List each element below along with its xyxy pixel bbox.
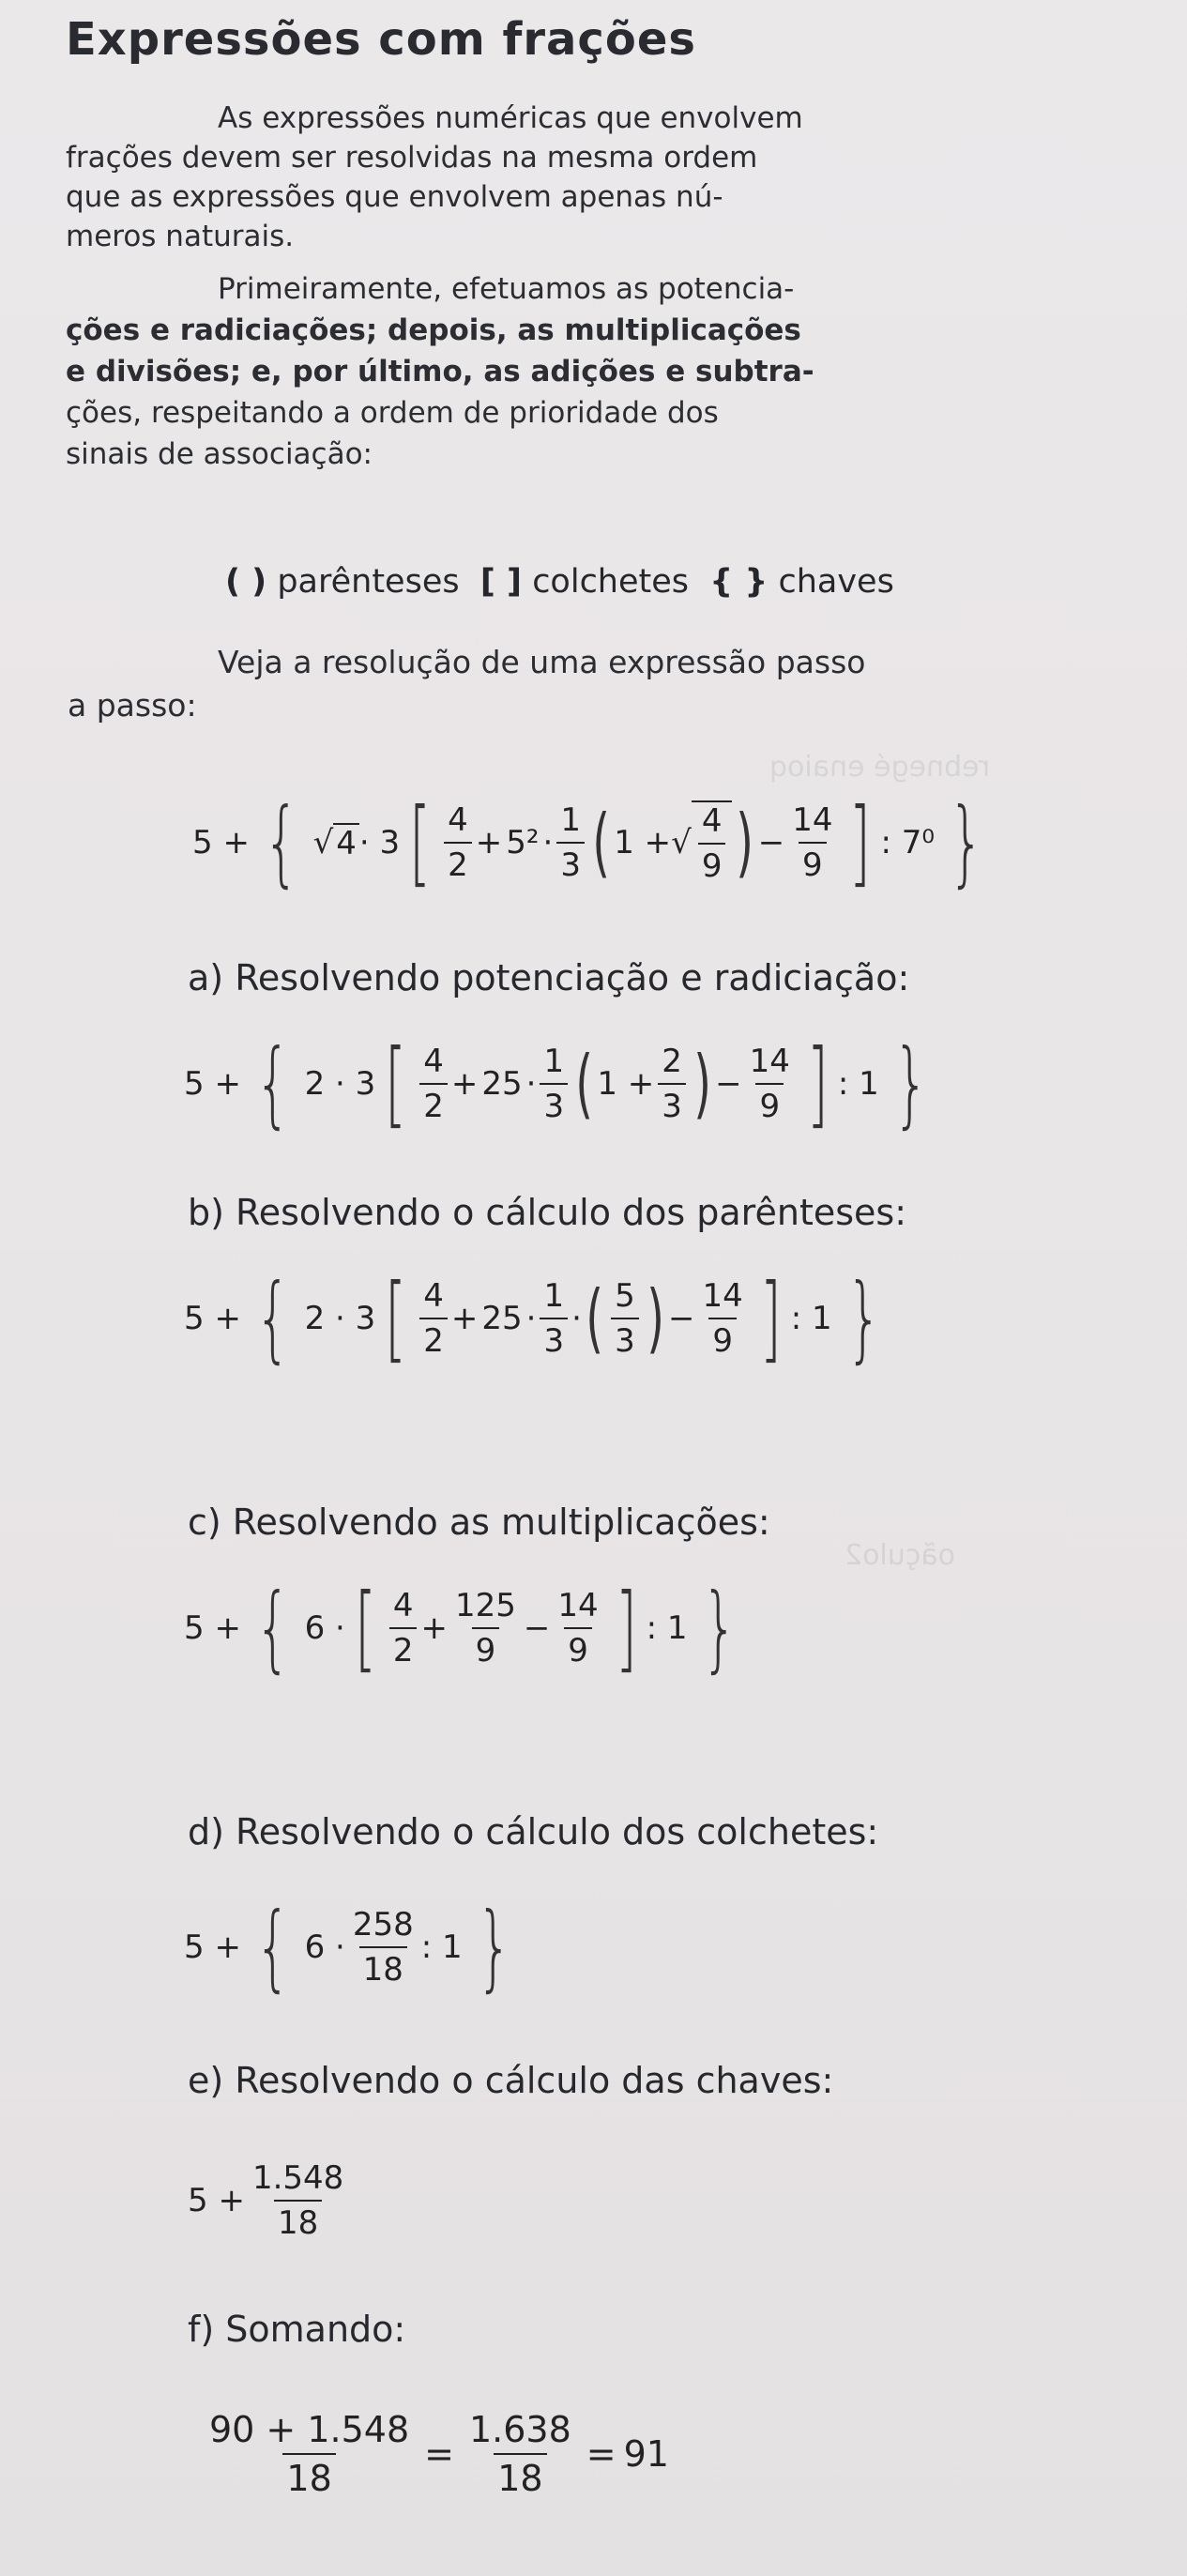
denominator: 3 <box>658 1083 686 1125</box>
term: 6 · <box>304 1928 345 1966</box>
radicand: 4 <box>333 823 359 862</box>
numerator: 1.548 <box>251 2159 344 2197</box>
open-bracket: [ <box>385 1029 407 1138</box>
denominator: 3 <box>540 1083 568 1125</box>
fraction <box>389 1587 418 1669</box>
operator: + <box>475 823 503 861</box>
open-bracket: [ <box>385 1263 407 1373</box>
term: : 1 <box>420 1928 463 1966</box>
braces-symbol: { } <box>709 563 769 601</box>
term: 2 · 3 <box>304 1065 376 1103</box>
expression-step-a <box>184 1014 942 1154</box>
close-brace: } <box>476 1892 512 2002</box>
term: 2 · 3 <box>304 1300 376 1337</box>
page-title: Expressões com frações <box>66 13 696 66</box>
numerator: 258 <box>352 1906 414 1943</box>
result: 91 <box>623 2433 669 2475</box>
numerator: 14 <box>702 1277 743 1315</box>
fraction <box>611 1277 639 1360</box>
term: 1 + <box>597 1065 655 1103</box>
expression-step-c <box>184 1558 751 1699</box>
step-e-label: e) Resolvendo o cálculo das chaves: <box>188 2060 834 2101</box>
denominator: 3 <box>556 842 585 884</box>
open-paren: ( <box>592 798 610 886</box>
operator: · <box>542 823 554 861</box>
denominator: 2 <box>444 842 472 884</box>
numerator: 1 <box>543 1277 565 1315</box>
intro-line: frações devem ser resolvidas na mesma ordem <box>66 141 758 175</box>
fraction <box>556 801 585 884</box>
sqrt: √ $\frac{4}{9}$ <box>671 800 732 885</box>
intro-line: sinais de associação: <box>66 437 373 471</box>
radicand <box>692 800 733 885</box>
numerator: 5 <box>615 1277 635 1315</box>
association-signs <box>225 563 894 601</box>
numerator: 125 <box>454 1587 516 1624</box>
intro-line: ções e radiciações; depois, as multiplicações <box>66 313 801 347</box>
operator: − <box>523 1609 551 1647</box>
denominator: 3 <box>540 1318 568 1360</box>
numerator: 4 <box>423 1277 444 1315</box>
operator: · <box>571 1300 582 1337</box>
close-bracket: ] <box>759 1263 782 1373</box>
term: 25 <box>481 1300 523 1337</box>
bleed-through-text: rebnegé enaioq <box>769 751 991 784</box>
expression-step-f <box>202 2388 669 2520</box>
numerator: 4 <box>392 1587 414 1624</box>
term: 5 + <box>184 1065 241 1103</box>
intro-line: ções, respeitando a ordem de prioridade dos <box>66 396 719 430</box>
fraction <box>451 1587 520 1669</box>
operator: = <box>586 2433 616 2475</box>
intro-line: e divisões; e, por último, as adições e subtra- <box>66 355 814 389</box>
expression-original <box>192 765 998 920</box>
term: 5 + <box>184 1300 241 1337</box>
numerator: 1 <box>560 800 581 839</box>
denominator: 18 <box>359 1946 407 1989</box>
fraction <box>349 1906 418 1989</box>
example-intro: Veja a resolução de uma expressão passo <box>218 644 866 680</box>
numerator: 14 <box>557 1587 599 1624</box>
numerator: 14 <box>749 1043 790 1080</box>
close-brace: } <box>701 1573 738 1683</box>
term: : 7⁰ <box>880 823 935 861</box>
denominator: 2 <box>419 1318 448 1360</box>
denominator: 9 <box>708 1318 737 1360</box>
denominator: 9 <box>698 843 726 885</box>
denominator: 18 <box>274 2200 322 2242</box>
term: 5 + <box>184 1609 241 1647</box>
term: 5 + <box>188 2182 245 2219</box>
term: 25 <box>481 1065 523 1103</box>
fraction <box>249 2159 347 2242</box>
numerator: 4 <box>423 1043 444 1080</box>
denominator: 18 <box>494 2453 546 2499</box>
term: : 1 <box>837 1065 879 1103</box>
numerator: 1 <box>543 1043 565 1080</box>
term: 1 + <box>614 823 672 861</box>
numerator: 4 <box>448 800 468 839</box>
step-b-label: b) Resolvendo o cálculo dos parênteses: <box>188 1192 906 1233</box>
fraction <box>444 801 472 884</box>
close-paren: ) <box>647 1274 664 1362</box>
term: 6 · <box>304 1609 345 1647</box>
fraction <box>699 1277 747 1360</box>
parentheses-label: parênteses <box>277 563 460 601</box>
expression-step-b <box>184 1248 895 1389</box>
fraction <box>554 1587 601 1669</box>
close-brace: } <box>845 1263 882 1373</box>
intro-line: que as expressões que envolvem apenas nú- <box>66 180 723 214</box>
operator: + <box>450 1300 479 1337</box>
step-a-label: a) Resolvendo potenciação e radiciação: <box>188 957 910 998</box>
open-bracket: [ <box>408 786 432 897</box>
parentheses-symbol: ( ) <box>225 563 267 601</box>
fraction <box>788 801 836 884</box>
term: · 3 <box>358 823 401 861</box>
open-paren: ( <box>586 1274 603 1362</box>
open-paren: ( <box>575 1040 594 1127</box>
numerator: 1.638 <box>468 2409 571 2450</box>
operator: · <box>525 1065 537 1103</box>
operator: + <box>420 1609 448 1647</box>
expression-step-d <box>184 1877 525 2018</box>
denominator: 9 <box>472 1627 500 1669</box>
intro-line: Primeiramente, efetuamos as potencia- <box>218 272 795 306</box>
close-bracket: ] <box>849 786 872 897</box>
operator: = <box>424 2433 454 2475</box>
close-paren: ) <box>736 798 754 886</box>
step-c-label: c) Resolvendo as multiplicações: <box>188 1501 770 1543</box>
brackets-label: colchetes <box>532 563 690 601</box>
denominator: 3 <box>611 1318 639 1360</box>
close-bracket: ] <box>806 1029 829 1138</box>
braces-label: chaves <box>778 563 894 601</box>
numerator: 90 + 1.548 <box>209 2409 410 2450</box>
close-brace: } <box>948 786 984 897</box>
denominator: 9 <box>799 842 827 884</box>
intro-line: As expressões numéricas que envolvem <box>218 101 803 135</box>
brackets-symbol: [ ] <box>479 563 523 601</box>
numerator: 14 <box>792 800 833 839</box>
term: 5 + <box>192 823 250 861</box>
sqrt: √ 4 <box>313 823 359 862</box>
fraction <box>419 1043 448 1125</box>
term: : 1 <box>790 1300 832 1337</box>
numerator: 4 <box>701 801 723 840</box>
open-brace: { <box>254 1573 291 1683</box>
bleed-through-text: oãçulo2 <box>845 1539 956 1572</box>
fraction <box>658 1043 686 1125</box>
fraction <box>540 1043 568 1125</box>
power: 5² <box>506 823 540 861</box>
close-bracket: ] <box>615 1573 637 1683</box>
operator: · <box>525 1300 537 1337</box>
fraction <box>746 1043 794 1125</box>
term: : 1 <box>646 1609 688 1647</box>
term: 5 + <box>184 1928 241 1966</box>
open-brace: { <box>254 1892 291 2002</box>
operator: − <box>715 1065 742 1103</box>
denominator: 18 <box>282 2453 335 2499</box>
open-brace: { <box>254 1263 291 1373</box>
denominator: 2 <box>389 1627 418 1669</box>
fraction <box>540 1277 568 1360</box>
denominator: 9 <box>564 1627 592 1669</box>
denominator: 2 <box>419 1083 448 1125</box>
example-intro: a passo: <box>68 687 197 724</box>
fraction <box>465 2409 575 2499</box>
fraction <box>419 1277 448 1360</box>
intro-line: meros naturais. <box>66 220 295 253</box>
operator: − <box>757 823 785 861</box>
denominator: 9 <box>755 1083 784 1125</box>
fraction <box>698 802 726 885</box>
close-paren: ) <box>693 1040 711 1127</box>
open-bracket: [ <box>354 1573 377 1683</box>
operator: − <box>668 1300 695 1337</box>
step-f-label: f) Somando: <box>188 2309 406 2350</box>
open-brace: { <box>254 1029 291 1138</box>
fraction <box>205 2409 413 2499</box>
close-brace: } <box>892 1029 929 1138</box>
step-d-label: d) Resolvendo o cálculo dos colchetes: <box>188 1811 879 1852</box>
numerator: 2 <box>662 1043 682 1080</box>
open-brace: { <box>263 786 299 897</box>
operator: + <box>450 1065 479 1103</box>
expression-step-e <box>188 2140 351 2262</box>
